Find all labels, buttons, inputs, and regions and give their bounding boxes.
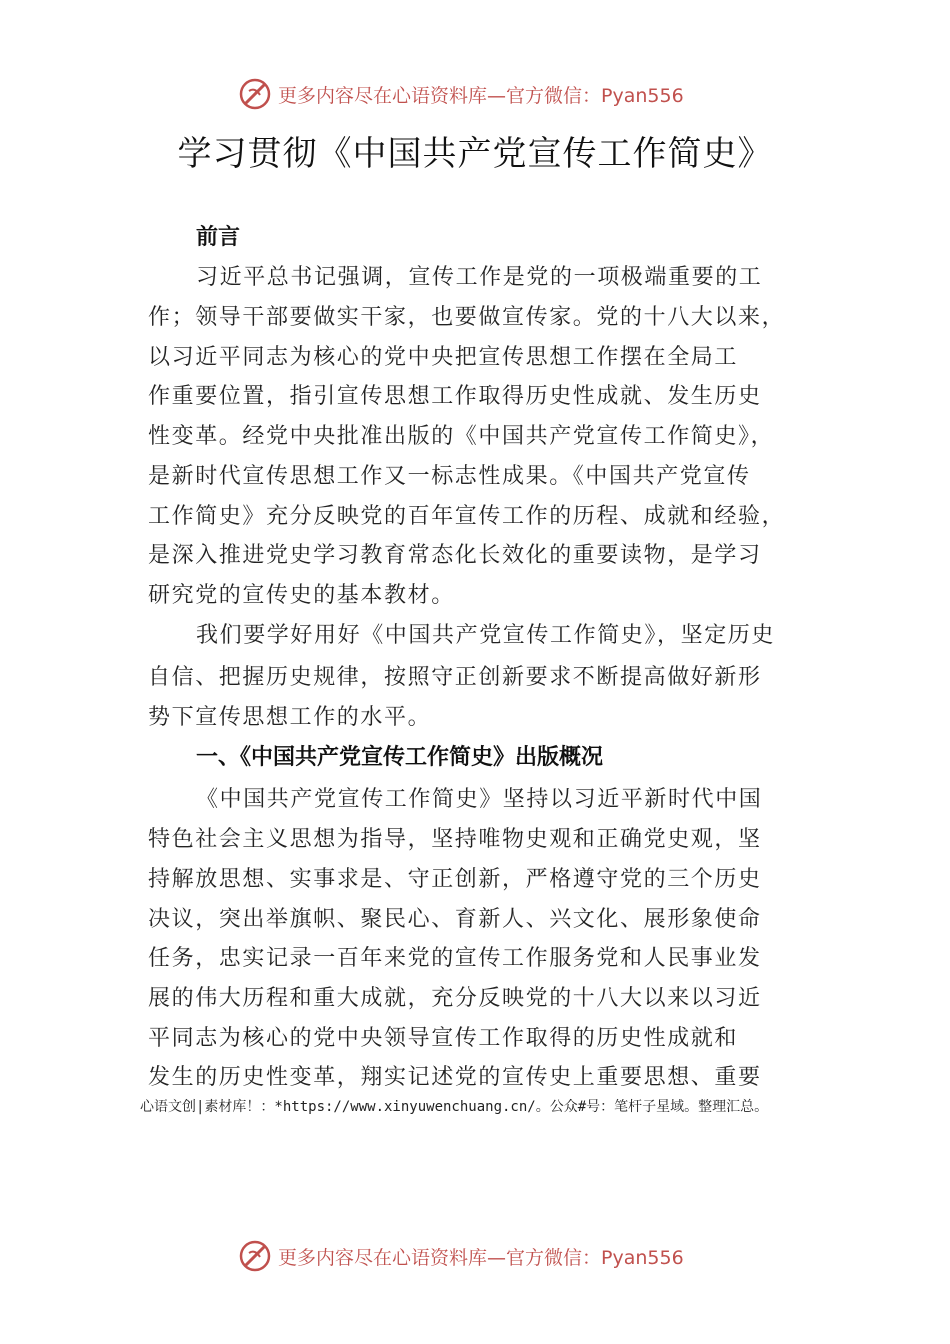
paragraph-line: 《中国共产党宣传工作简史》坚持以习近平新时代中国 bbox=[196, 787, 763, 812]
paragraph-line: 平同志为核心的党中央领导宣传工作取得的历史性成就和 bbox=[148, 1026, 739, 1051]
paragraph-line: 习近平总书记强调，宣传工作是党的一项极端重要的工 bbox=[196, 265, 763, 290]
pen-logo-icon bbox=[238, 77, 272, 111]
document-title: 学习贯彻《中国共产党宣传工作简史》 bbox=[177, 134, 773, 174]
watermark-text: 更多内容尽在心语资料库—官方微信：Pyan556 bbox=[278, 1246, 684, 1269]
paragraph-line: 以习近平同志为核心的党中央把宣传思想工作摆在全局工 bbox=[148, 345, 739, 370]
paragraph-line: 我们要学好用好《中国共产党宣传工作简史》，坚定历史 bbox=[196, 623, 776, 648]
paragraph-line: 作；领导干部要做实干家，也要做宣传家。党的十八大以来， bbox=[148, 305, 786, 330]
footer-note: 心语文创|素材库！：*https://www.xinyuwenchuang.cn/。公众#号：笔杆子星域。整理汇总。 bbox=[140, 1099, 769, 1115]
pen-logo-icon bbox=[238, 1239, 272, 1273]
paragraph-line: 展的伟大历程和重大成就，充分反映党的十八大以来以习近 bbox=[148, 986, 762, 1011]
paragraph-line: 持解放思想、实事求是、守正创新，严格遵守党的三个历史 bbox=[148, 867, 762, 892]
section-heading: 一、《中国共产党宣传工作简史》出版概况 bbox=[196, 745, 604, 770]
preface-heading: 前言 bbox=[196, 225, 241, 250]
paragraph-line: 性变革。经党中央批准出版的《中国共产党宣传工作简史》， bbox=[148, 424, 775, 449]
paragraph-line: 作重要位置，指引宣传思想工作取得历史性成就、发生历史 bbox=[148, 384, 762, 409]
paragraph-line: 决议，突出举旗帜、聚民心、育新人、兴文化、展形象使命 bbox=[148, 907, 762, 932]
paragraph-line: 自信、把握历史规律，按照守正创新要求不断提高做好新形 bbox=[148, 665, 762, 690]
header-watermark bbox=[238, 76, 758, 112]
paragraph-line: 特色社会主义思想为指导，坚持唯物史观和正确党史观，坚 bbox=[148, 827, 762, 852]
paragraph-line: 是深入推进党史学习教育常态化长效化的重要读物，是学习 bbox=[148, 543, 762, 568]
watermark-text: 更多内容尽在心语资料库—官方微信：Pyan556 bbox=[278, 84, 684, 107]
footer-watermark bbox=[238, 1238, 758, 1274]
paragraph-line: 工作简史》充分反映党的百年宣传工作的历程、成就和经验， bbox=[148, 504, 786, 529]
paragraph-line: 是新时代宣传思想工作又一标志性成果。《中国共产党宣传 bbox=[148, 464, 751, 489]
paragraph-line: 任务，忠实记录一百年来党的宣传工作服务党和人民事业发 bbox=[148, 946, 762, 971]
paragraph-line: 研究党的宣传史的基本教材。 bbox=[148, 583, 455, 608]
paragraph-line: 势下宣传思想工作的水平。 bbox=[148, 705, 432, 730]
paragraph-line: 发生的历史性变革，翔实记述党的宣传史上重要思想、重要 bbox=[148, 1065, 762, 1090]
